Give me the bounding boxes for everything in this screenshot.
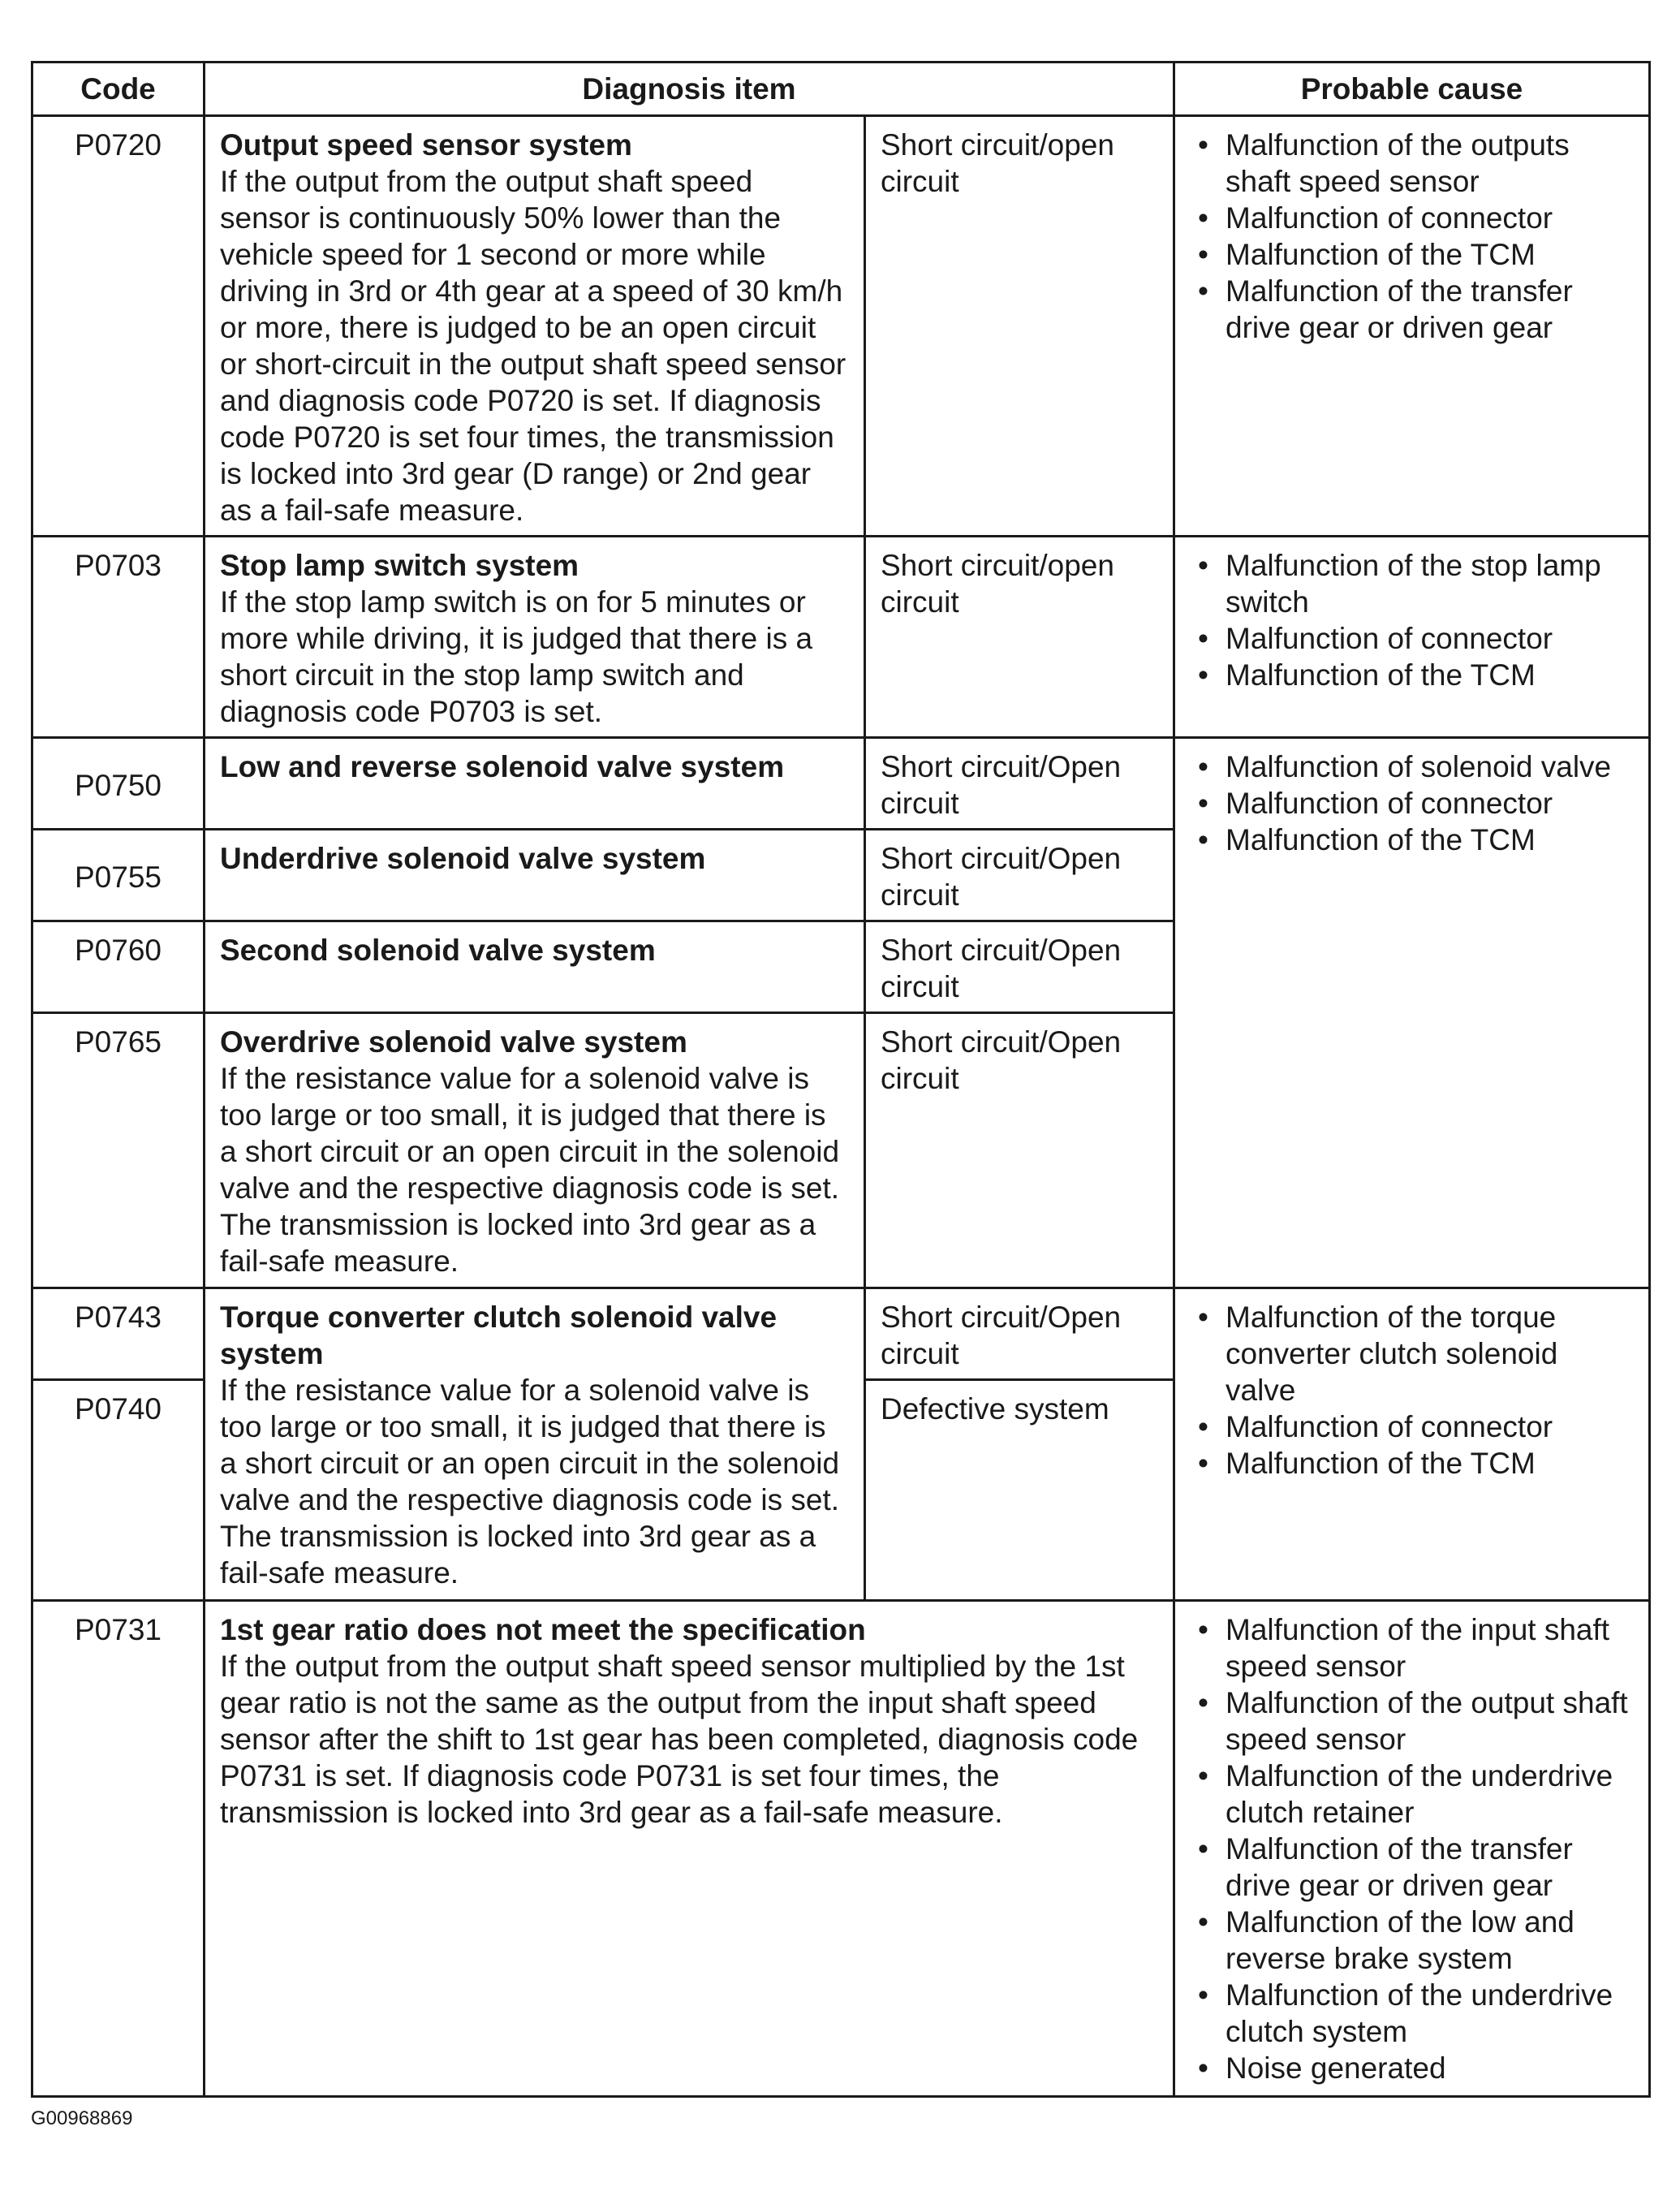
cause-item: • Malfunction of connector: [1226, 200, 1634, 236]
cause-item: • Malfunction of connector: [1226, 1408, 1634, 1445]
code-cell: P0731: [32, 1601, 205, 2097]
cause-item: • Malfunction of the TCM: [1226, 236, 1634, 273]
cause-item: • Malfunction of the transfer drive gear or driven gear: [1226, 1831, 1634, 1904]
diagnosis-title: Torque converter clutch solenoid valve system: [220, 1301, 778, 1370]
code-cell: P0703: [32, 537, 205, 738]
cause-list: [1190, 748, 1634, 858]
probable-cause-cell: [1174, 738, 1650, 1288]
code-cell: P0760: [32, 921, 205, 1013]
header-code: Code: [32, 63, 205, 116]
probable-cause-cell: [1174, 1601, 1650, 2097]
fault-type-cell: Short circuit/Open circuit: [865, 1013, 1174, 1288]
fault-type-cell: Short circuit/Open circuit: [865, 921, 1174, 1013]
code-cell: P0720: [32, 116, 205, 537]
diagnosis-title: Stop lamp switch system: [220, 549, 579, 582]
cause-item: • Malfunction of the outputs shaft speed sensor: [1226, 127, 1634, 200]
diagnosis-cell: [205, 830, 865, 921]
fault-type-cell: Short circuit/Open circuit: [865, 830, 1174, 921]
table-row: [32, 738, 1650, 830]
diagnosis-cell: [205, 1601, 1174, 2097]
fault-type-cell: Short circuit/open circuit: [865, 537, 1174, 738]
figure-id: G00968869: [31, 2107, 133, 2129]
diagnosis-cell: [205, 738, 865, 830]
cause-item: • Malfunction of the underdrive clutch retainer: [1226, 1758, 1634, 1831]
diagnosis-description: If the output from the output shaft speed sensor is continuously 50% lower than the vehicle speed for 1 second or more while driving in 3rd or 4th gear at a speed of 30 km/h or more, there is judged to be an open circuit or short-circuit in the output shaft speed sensor and diagnosis code P0720 is set. If diagnosis code P0720 is set four times, the transmission is locked into 3rd gear (D range) or 2nd gear as a fail-safe measure.: [220, 165, 846, 527]
diagnosis-cell: [205, 537, 865, 738]
code-cell: P0743: [32, 1288, 205, 1380]
fault-type-cell: Short circuit/Open circuit: [865, 1288, 1174, 1380]
cause-item: • Malfunction of connector: [1226, 620, 1634, 657]
cause-item: • Malfunction of the TCM: [1226, 822, 1634, 858]
cause-item: • Malfunction of the transfer drive gear or driven gear: [1226, 273, 1634, 346]
probable-cause-cell: [1174, 1288, 1650, 1601]
cause-item: • Malfunction of the stop lamp switch: [1226, 547, 1634, 620]
probable-cause-cell: [1174, 116, 1650, 537]
table-row: [32, 116, 1650, 537]
diagnosis-cell: [205, 921, 865, 1013]
cause-item: • Malfunction of the TCM: [1226, 1445, 1634, 1482]
cause-list: [1190, 127, 1634, 346]
diagnosis-title: Output speed sensor system: [220, 128, 632, 162]
diagnosis-description: If the resistance value for a solenoid valve is too large or too small, it is judged that there is a short circuit or an open circuit in the solenoid valve and the respective diagnosis code is set. The transmission is locked into 3rd gear as a fail-safe measure.: [220, 1062, 840, 1278]
cause-item: • Malfunction of the TCM: [1226, 657, 1634, 693]
diagnosis-cell: [205, 116, 865, 537]
diagnosis-description: If the output from the output shaft speed sensor multiplied by the 1st gear ratio is not the same as the output from the input shaft speed sensor after the shift to 1st gear has been completed, diagnosis code P0731 is set. If diagnosis code P0731 is set four times, the transmission is locked into 3rd gear as a fail-safe measure.: [220, 1650, 1139, 1829]
diagnosis-code-table: [31, 61, 1651, 2098]
table-row: [32, 1288, 1650, 1380]
cause-list: [1190, 547, 1634, 693]
diagnosis-cell: [205, 1013, 865, 1288]
cause-item: • Malfunction of solenoid valve: [1226, 748, 1634, 785]
diagnosis-description: If the stop lamp switch is on for 5 minutes or more while driving, it is judged that there is a short circuit in the stop lamp switch and diagnosis code P0703 is set.: [220, 585, 813, 728]
cause-item: • Malfunction of the low and reverse brake system: [1226, 1904, 1634, 1977]
fault-type-cell: Defective system: [865, 1380, 1174, 1601]
cause-list: [1190, 1299, 1634, 1482]
fault-type-cell: Short circuit/Open circuit: [865, 738, 1174, 830]
diagnosis-title: Low and reverse solenoid valve system: [220, 750, 785, 783]
code-cell: P0740: [32, 1380, 205, 1601]
diagnosis-cell: [205, 1288, 865, 1601]
diagnosis-title: Overdrive solenoid valve system: [220, 1025, 687, 1059]
header-probable-cause: Probable cause: [1174, 63, 1650, 116]
table-header-row: [32, 63, 1650, 116]
header-diagnosis-item: Diagnosis item: [205, 63, 1174, 116]
fault-type-cell: Short circuit/open circuit: [865, 116, 1174, 537]
diagnosis-title: 1st gear ratio does not meet the specification: [220, 1613, 866, 1646]
diagnosis-description: If the resistance value for a solenoid valve is too large or too small, it is judged that there is a short circuit or an open circuit in the solenoid valve and the respective diagnosis code is set. The transmission is locked into 3rd gear as a fail-safe measure.: [220, 1374, 840, 1590]
code-cell: P0765: [32, 1013, 205, 1288]
cause-item: • Noise generated: [1226, 2050, 1634, 2086]
cause-item: • Malfunction of the underdrive clutch system: [1226, 1977, 1634, 2050]
code-cell: P0750: [32, 738, 205, 830]
table-row: [32, 1601, 1650, 2097]
diagnosis-title: Second solenoid valve system: [220, 934, 656, 967]
cause-item: • Malfunction of the output shaft speed sensor: [1226, 1684, 1634, 1758]
probable-cause-cell: [1174, 537, 1650, 738]
table-row: [32, 537, 1650, 738]
cause-item: • Malfunction of the input shaft speed sensor: [1226, 1611, 1634, 1684]
diagnosis-title: Underdrive solenoid valve system: [220, 842, 706, 875]
cause-item: • Malfunction of connector: [1226, 785, 1634, 822]
code-cell: P0755: [32, 830, 205, 921]
cause-item: • Malfunction of the torque converter clutch solenoid valve: [1226, 1299, 1634, 1408]
cause-list: [1190, 1611, 1634, 2086]
